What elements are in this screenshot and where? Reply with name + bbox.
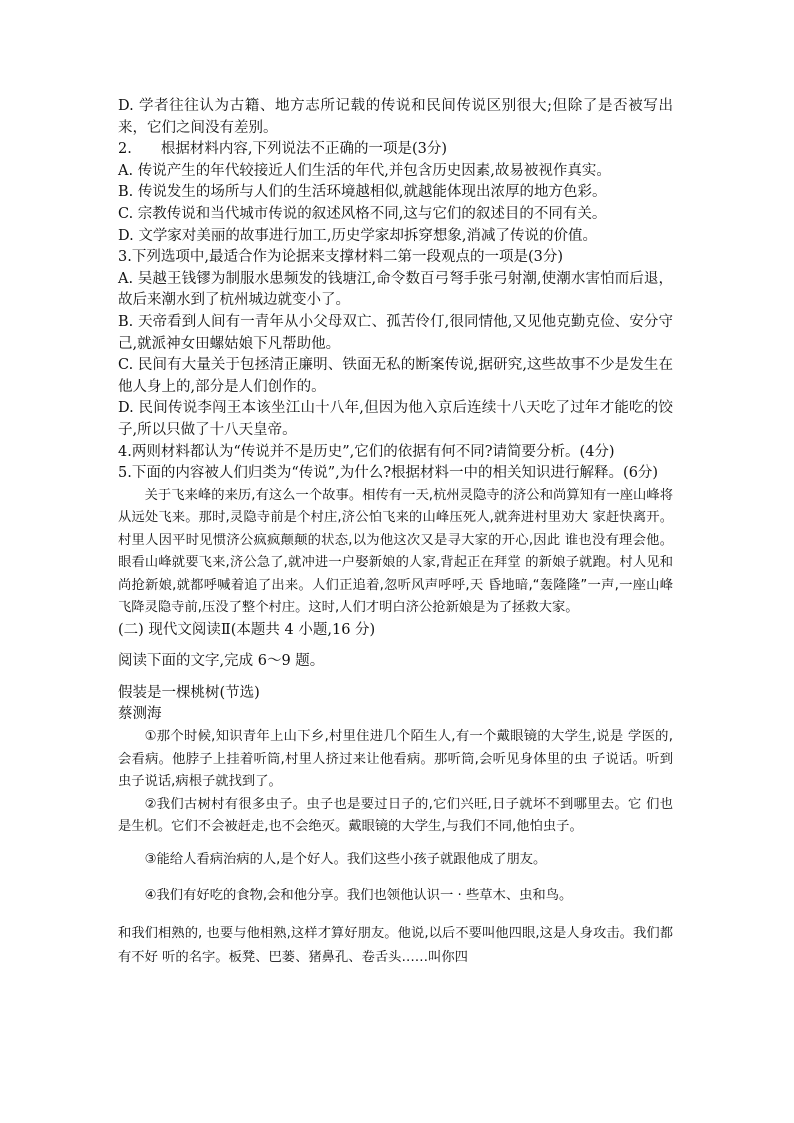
question-4: 4.两则材料都认为“传说并不是历史”,它们的依据有何不同?请简要分析。(4分) xyxy=(118,443,615,460)
reading-instruction: 阅读下面的文字,完成 6～9 题。 xyxy=(118,653,325,670)
q2-option-c: C. 宗教传说和当代城市传说的叙述风格不同,这与它们的叙述目的不同有关。 xyxy=(118,205,607,222)
spacer xyxy=(118,908,673,922)
document-body xyxy=(118,96,673,970)
question-5: 5.下面的内容被人们归类为“传说”,为什么?根据材料一中的相关知识进行解释。(6分) xyxy=(118,465,659,482)
spacer xyxy=(118,641,673,651)
article-paragraph-3: ③能给人看病治病的人,是个好人。我们这些小孩子就跟他成了朋友。 xyxy=(144,851,547,867)
spacer xyxy=(118,871,673,885)
q3-option-b: B. 天帝看到人间有一青年从小父母双亡、孤苦伶仃,很同情他,又见他克勤克俭、安分守己,就派神女田螺姑娘下凡帮助他。 xyxy=(118,313,673,352)
question-2: 2. 根据材料内容,下列说法不正确的一项是(3分) xyxy=(118,141,447,158)
q1-option-d: D. 学者往往认为古籍、地方志所记载的传说和民间传说区别很大;但除了是否被写出来，它们之间没有差别。 xyxy=(118,98,673,136)
question-3: 3.下列选项中,最适合作为论据来支撑材料二第一段观点的一项是(3分) xyxy=(118,249,563,266)
q3-option-c: C. 民间有大量关于包拯清正廉明、铁面无私的断案传说,据研究,这些故事不少是发生在他人身上的,部分是人们创作的。 xyxy=(118,357,673,395)
article-paragraph-1: ①那个时候,知识青年上山下乡,村里住进几个陌生人,有一个戴眼镜的大学生,说是 学医的,会看病。他脖子上挂着听筒,村里人挤过来让他看病。那听筒,会听见身体里的虫 子说话。听到虫子说话,病根子就找到了。 xyxy=(118,729,673,790)
q3-option-d: D. 民间传说李闯王本该坐江山十八年,但因为他入京后连续十八天吃了过年才能吃的饺子,所以只做了十八天皇帝。 xyxy=(118,400,673,438)
spacer xyxy=(118,673,673,683)
q2-option-d: D. 文学家对美丽的故事进行加工,历史学家却拆穿想象,消减了传说的价值。 xyxy=(118,227,598,244)
article-paragraph-4: ④我们有好吃的食物,会和他分享。我们也领他认识一 · 些草木、虫和鸟。 xyxy=(144,888,573,904)
section-2-heading: (二) 现代文阅读Ⅱ(本题共 4 小题,16 分) xyxy=(118,621,376,638)
q2-option-a: A. 传说产生的年代较接近人们生活的年代,并包含历史因素,故易被视作真实。 xyxy=(118,162,611,179)
article-author: 蔡测海 xyxy=(118,706,162,723)
q2-option-b: B. 传说发生的场所与人们的生活环境越相似,就越能体现出浓厚的地方色彩。 xyxy=(118,184,607,201)
article-title: 假装是一棵桃树(节选) xyxy=(118,684,260,701)
spacer xyxy=(118,839,673,849)
legend-story-paragraph: 关于飞来峰的来历,有这么一个故事。相传有一天,杭州灵隐寺的济公和尚算知有一座山峰将从远处飞来。那时,灵隐寺前是个村庄,济公怕飞来的山峰压死人,就奔进村里劝大 家赶快离开。村里人因平时见惯济公疯疯颠颠的状态,以为他这次又是寻大家的开心,因此 谁也没有理会他。眼看山峰就要飞来,济公急了,就冲进一户娶新娘的人家,背起正在拜堂 的新娘子就跑。村人见和尚抢新娘,就都呼喊着追了出来。人们正追着,忽听风声呼呼,天 昏地暗,“轰隆隆”一声,一座山峰飞降灵隐寺前,压没了整个村庄。这时,人们才明白济公抢新娘是为了拯救大家。 xyxy=(118,487,673,616)
q3-option-a: A. 吴越王钱镠为制服水患频发的钱塘江,命令数百弓弩手张弓射潮,使潮水害怕而后退，故后来潮水到了杭州城边就变小了。 xyxy=(118,270,673,309)
article-paragraph-4-continued: 和我们相熟的, 也要与他相熟,这样才算好朋友。他说,以后不要叫他四眼,这是人身攻击。我们都有不好 听的名字。板凳、巴蒌、猪鼻孔、卷舌头……叫你四 xyxy=(118,925,673,965)
article-paragraph-2: ②我们古树村有很多虫子。虫子也是要过日子的,它们兴旺,日子就坏不到哪里去。它 们也是生机。它们不会被赶走,也不会绝灭。戴眼镜的大学生,与我们不同,他怕虫子。 xyxy=(118,796,673,835)
